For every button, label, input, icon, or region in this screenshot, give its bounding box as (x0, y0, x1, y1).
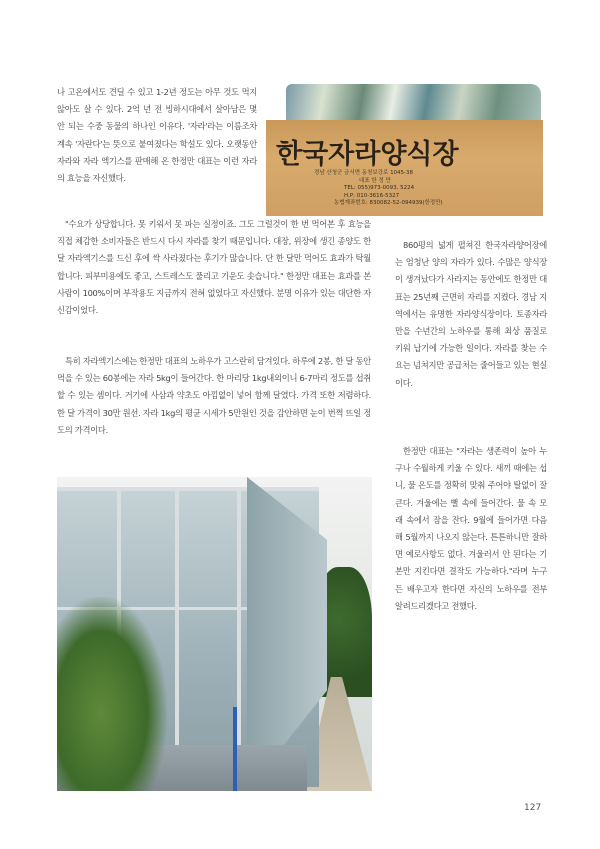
box-hp: H.P: 010-3616-5327 (344, 192, 400, 199)
box-account: 농협계좌번호: 830082-52-094939(한정만) (334, 200, 443, 207)
box-tel: TEL: 055)973-0093, 5224 (344, 185, 415, 192)
page-number: 127 (524, 803, 542, 813)
article-paragraph-4: 860평의 넓게 펼쳐진 한국자라양어장에는 엄청난 양의 자라가 있다. 수많은 양식장이 생겨났다가 사라지는 동안에도 한정만 대표는 25년째 근면히 자리를 지켰다. 경남 지역에서는 유명한 자라양식장이다. 토종자라만을 수년간의 노하우를 통해 최상 품질로 키워 납기에 가능한 일이다. 자라를 찾는 수요는 넘쳐지만 공급처는 줄어들고 있는 현실이다. (395, 240, 547, 388)
frame (237, 487, 241, 747)
frame (175, 487, 179, 747)
product-box-photo (266, 84, 543, 216)
corn-plants (57, 597, 167, 791)
article-paragraph-1: 나 고온에서도 견딜 수 있고 1-2년 정도는 아무 것도 먹지 않아도 살 수 있다. 2억 년 전 빙하시대에서 살아남은 몇 안 되는 수중 동물의 하나인 이유다. '자라'라는 이름조차 계속 '자란다'는 뜻으로 붙여졌다는 학설도 있다. 오랫동안 자라와 자라 엑기스를 판매해 온 한정만 대표는 이런 자라의 효능을 자신했다. (57, 87, 257, 184)
box-address-block (314, 170, 443, 208)
article-paragraph-5: 한정만 대표는 "자라는 생존력이 높아 누구나 수월하게 키울 수 있다. 새끼 때에는 섭니, 물 온도를 정확히 맞춰 주어야 탈없이 잘 큰다. 겨울에는 뻘 속에 들어간다. 물 속 모래 속에서 잠을 잔다. 9월에 들어가면 다음 해 5월까지 나오지 않는다. 튼튼하니만 잘하면 예로사항도 없다. 겨울러서 안 된다는 기본만 지킨다면 결작도 가능하다."라며 누구든 배우고자 한다면 자신의 노하우를 전부 알려드리겠다고 전했다. (395, 446, 547, 611)
extract-pouches (286, 84, 541, 122)
box-ceo: 대표 한 정 만 (359, 177, 391, 184)
frame (57, 487, 319, 491)
box-brand-text: 한국자라양식장 (276, 139, 459, 170)
article-paragraph-3: 특히 자라엑기스에는 한정만 대표의 노하우가 고스란히 담겨있다. 하루에 2봉, 한 달 동안 먹을 수 있는 60봉에는 자라 5kg이 들어간다. 한 마리당 1kg내외이니 6-7마리 정도를 섭취할 수 있는 셈이다. 거기에 사삼과 약초도 아낌없이 넣어 함께 달였다. 가격 또한 저렴하다. 한 달 가격이 30만 원선. 자라 1kg의 평균 시세가 5만원인 것을 감안하면 눈이 번쩍 뜨일 정도의 가격이다. (57, 356, 371, 435)
box-address: 경남 산청군 금서면 동천보강로 1045-38 (314, 170, 414, 176)
greenhouse-photo (57, 477, 372, 791)
blue-pole (233, 707, 237, 791)
carton (266, 120, 543, 216)
article-paragraph-2: "수요가 상당합니다. 못 키워서 못 파는 실정이죠. 그도 그럴것이 한 번 먹어본 후 효능을 직접 체감한 소비자들은 반드시 다시 자라를 찾기 때문입니다. 대장, 위장에 생긴 종양도 한 달 자라엑기스를 드신 후에 싹 사라졌다는 후기가 많습니다. 단 한 달만 먹어도 효과가 탁월합니다. 피부미용에도 좋고, 스트레스도 풀리고 기운도 솟습니다." 한정만 대표는 효과를 본 사람이 100%이며 부작용도 지금까지 전혀 없었다고 자신했다. 분명 이유가 있는 대단한 자신감이었다. (57, 219, 371, 316)
